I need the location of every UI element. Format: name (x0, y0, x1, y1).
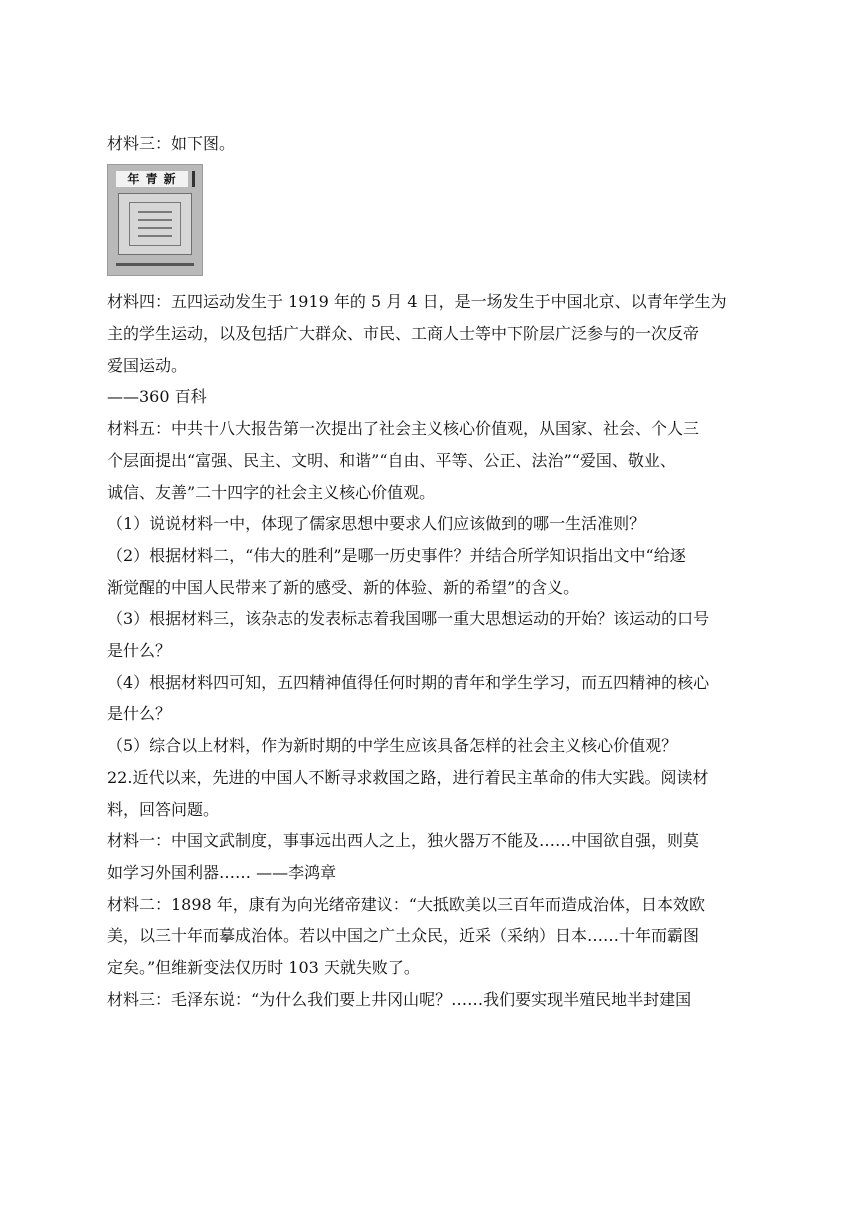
text-line: 主的学生运动，以及包括广大群众、市民、工商人士等中下阶层广泛参与的一次反帝 (107, 324, 700, 343)
cover-panel (118, 193, 192, 255)
text-line: 爱国运动。 (107, 356, 188, 375)
text-line: 如学习外国利器…… ——李鸿章 (107, 863, 337, 882)
question-line: （2）根据材料二，“伟大的胜利”是哪一历史事件？并结合所学知识指出文中“给逐 (107, 546, 686, 565)
question-line: 是什么？ (107, 641, 172, 660)
text-line: 材料三：毛泽东说：“为什么我们要上井冈山呢？……我们要实现半殖民地半封建国 (107, 990, 692, 1009)
text-line: 个层面提出“富强、民主、文明、和谐”“自由、平等、公正、法治”“爱国、敬业、 (107, 451, 676, 470)
text-line: 料，回答问题。 (107, 800, 220, 819)
title-bar-decoration (192, 171, 195, 187)
cover-text-line (138, 227, 172, 229)
question-line: （4）根据材料四可知，五四精神值得任何时期的青年和学生学习，而五四精神的核心 (107, 673, 710, 692)
text-line: 材料五：中共十八大报告第一次提出了社会主义核心价值观，从国家、社会、个人三 (107, 419, 700, 438)
text-line: 材料三：如下图。 (107, 134, 236, 153)
cover-text-line (138, 211, 172, 213)
text-line: 材料四：五四运动发生于 1919 年的 5 月 4 日，是一场发生于中国北京、以青年学生为 (107, 292, 727, 311)
text-line: 定矣。”但维新变法仅历时 103 天就失败了。 (107, 958, 420, 977)
question-line: （3）根据材料三，该杂志的发表标志着我国哪一重大思想运动的开始？该运动的口号 (107, 609, 710, 628)
question-line: 是什么？ (107, 704, 172, 723)
question-line: （1）说说材料一中，体现了儒家思想中要求人们应该做到的哪一生活准则？ (107, 514, 646, 533)
cover-panel-frame (129, 202, 181, 246)
text-line: 22.近代以来，先进的中国人不断寻求救国之路，进行着民主革命的伟大实践。阅读材 (107, 768, 709, 787)
cover-text-line (138, 219, 172, 221)
text-line: 诚信、友善”二十四字的社会主义核心价值观。 (107, 483, 436, 502)
text-line: ——360 百科 (107, 387, 207, 406)
text-line: 材料一：中国文武制度，事事远出西人之上，独火器万不能及……中国欲自强，则莫 (107, 831, 700, 850)
question-line: 渐觉醒的中国人民带来了新的感受、新的体验、新的希望”的含义。 (107, 578, 580, 597)
magazine-title: 年 青 新 (116, 171, 188, 187)
text-line: 美，以三十年而摹成治体。若以中国之广土众民，近采（采纳）日本……十年而霸图 (107, 926, 700, 945)
cover-text-line (138, 235, 172, 237)
question-line: （5）综合以上材料，作为新时期的中学生应该具备怎样的社会主义核心价值观？ (107, 736, 678, 755)
cover-footer-rule (116, 263, 194, 266)
text-line: 材料二：1898 年，康有为向光绪帝建议：“大抵欧美以三百年而造成治体，日本效欧 (107, 895, 705, 914)
magazine-cover-image (107, 164, 203, 276)
